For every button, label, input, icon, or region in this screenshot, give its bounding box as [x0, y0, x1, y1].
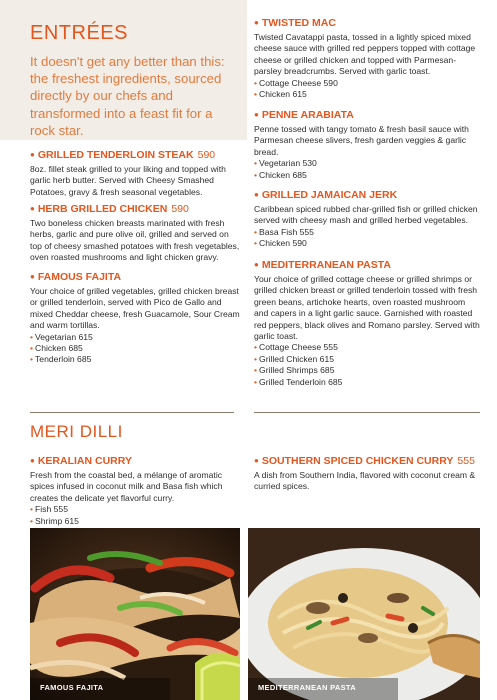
item-option: • Basa Fish 555 [254, 226, 314, 237]
item-name: HERB GRILLED CHICKEN [37, 203, 168, 215]
bullet-icon: ● [30, 204, 35, 213]
item-option: • Grilled Shrimps 685 [254, 365, 335, 376]
item-name: GRILLED TENDERLOIN STEAK [37, 149, 194, 161]
menu-item [30, 454, 240, 527]
item-price: 590 [171, 203, 189, 215]
item-option: • Tenderloin 685 [30, 354, 92, 365]
item-name: PENNE ARABIATA [261, 109, 354, 121]
item-option: • Grilled Chicken 615 [254, 353, 335, 364]
item-option: • Vegetarian 615 [30, 331, 93, 342]
mediterranean-pasta-photo [248, 528, 480, 700]
pasta-illustration [248, 528, 480, 700]
entrees-tagline: It doesn't get any better than this: the freshest ingredients, sourced directly by our chefs and transformed into a feast fit for a rock star. [30, 54, 225, 138]
item-description: 8oz. fillet steak grilled to your liking and topped with garlic herb butter. Served with Cheesy Smashed Potatoes, gravy & fresh seasonal vegetables. [30, 164, 226, 197]
bullet-icon: ● [254, 260, 259, 269]
menu-item [254, 16, 480, 100]
section-divider [30, 412, 234, 413]
menu-item [254, 454, 480, 493]
item-price: 590 [197, 149, 216, 161]
menu-item [30, 202, 240, 264]
item-description: Penne tossed with tangy tomato & fresh basil sauce with Parmesan cheese slivers, fresh garden veggies & garlic bread. [254, 124, 469, 157]
fajita-illustration [30, 528, 240, 700]
photo-caption: MEDITERRANEAN PASTA [258, 683, 356, 692]
bullet-icon: ● [30, 272, 35, 281]
bullet-icon: ● [254, 110, 259, 119]
item-description: Your choice of grilled vegetables, grilled chicken breast or grilled tenderloin, served with Pico de Gallo and mixed Cheddar cheese, fresh Guacamole, Sour Cream and warm tortillas. [30, 286, 240, 331]
bullet-icon: ● [254, 456, 259, 465]
entrees-heading: ENTRÉES [30, 22, 128, 44]
menu-item [254, 188, 480, 250]
famous-fajita-photo [30, 528, 240, 700]
item-name: FAMOUS FAJITA [37, 271, 122, 283]
item-name: SOUTHERN SPICED CHICKEN CURRY [261, 455, 454, 467]
item-description: Two boneless chicken breasts marinated with fresh herbs, garlic and pure olive oil, grilled and served on top of cheesy smashed potatoes with fresh vegetables, oven roasted mushrooms and light chicken gravy. [30, 218, 240, 263]
item-option: • Fish 555 [30, 504, 68, 515]
item-option: • Chicken 615 [254, 89, 307, 100]
item-description: Caribbean spiced rubbed char-grilled fish or grilled chicken served with cheesy mash and grilled herbed vegetables. [254, 204, 478, 226]
item-description: Fresh from the coastal bed, a mélange of aromatic spices infused in coconut milk and Basa fish which creates the delicate yet flavorful curry. [30, 470, 223, 503]
item-description: Twisted Cavatappi pasta, tossed in a lightly spiced mixed cheese sauce with grilled red peppers topped with cottage cheese or grilled chicken and topped with Parmesan-parsley breadcrumbs. Served with garlic toast. [254, 32, 476, 77]
bullet-icon: ● [254, 18, 259, 27]
item-option: • Chicken 685 [254, 169, 307, 180]
item-name: GRILLED JAMAICAN JERK [261, 189, 398, 201]
item-name: TWISTED MAC [261, 17, 336, 29]
meri-dilli-heading-wrap [30, 422, 123, 442]
item-option: • Chicken 685 [30, 343, 83, 354]
menu-item [254, 108, 480, 181]
item-price: 555 [457, 455, 475, 467]
section-divider [254, 412, 480, 413]
item-option: • Chicken 590 [254, 238, 307, 249]
menu-item [30, 148, 240, 198]
photo-caption: FAMOUS FAJITA [40, 683, 104, 692]
menu-item [30, 270, 240, 366]
meri-dilli-heading: MERI DILLI [30, 422, 123, 441]
item-option: • Vegetarian 530 [254, 158, 317, 169]
bullet-icon: ● [30, 150, 35, 159]
menu-item [254, 258, 480, 388]
bullet-icon: ● [30, 456, 35, 465]
item-option: • Cottage Cheese 590 [254, 77, 338, 88]
item-name: KERALIAN CURRY [37, 455, 132, 467]
item-description: A dish from Southern India, flavored with coconut cream & curried spices. [254, 470, 476, 492]
entrees-intro-panel [0, 0, 247, 140]
item-description: Your choice of grilled cottage cheese or grilled shrimps or grilled chicken breast or grilled tenderloin tossed with fresh green beans, artichoke hearts, oven roasted mushroom and capers in a light garlic sauce. Garnished with roasted red peppers, black olives and Romano parsley. Served with garlic toast. [254, 274, 480, 342]
item-name: MEDITERRANEAN PASTA [261, 259, 391, 271]
item-option: • Grilled Tenderloin 685 [254, 376, 343, 387]
item-option: • Shrimp 615 [30, 515, 79, 526]
bullet-icon: ● [254, 190, 259, 199]
item-option: • Cottage Cheese 555 [254, 342, 338, 353]
